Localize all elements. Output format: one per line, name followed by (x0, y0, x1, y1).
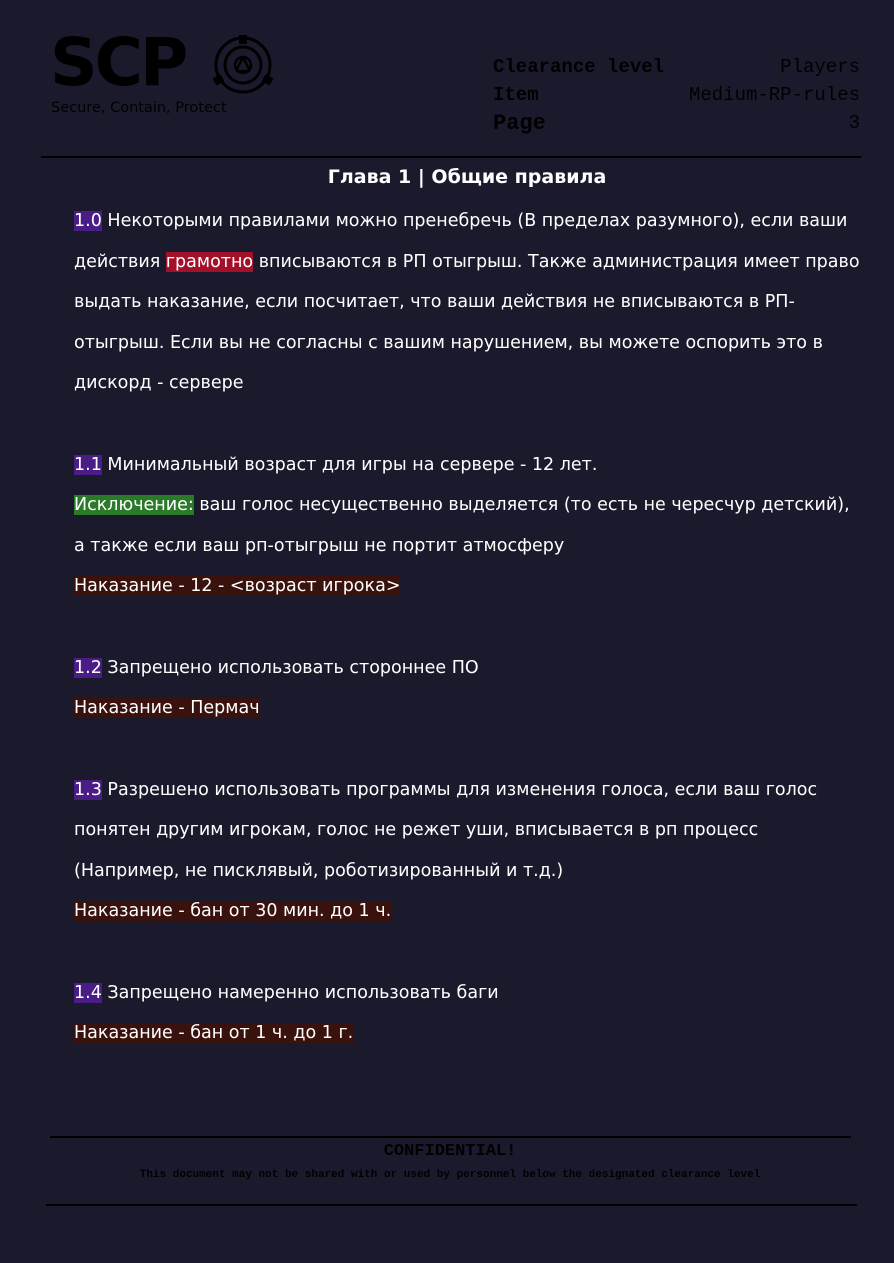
logo-tagline: Secure, Contain, Protect (51, 100, 227, 116)
rule-text: Разрешено использовать программы для изменения голоса, если ваш голос понятен другим игрокам, голос не режет уши, вписывается в рп процесс (Например, не писклявый, роботизированный и т.д.) (74, 779, 818, 881)
rule-text: Запрещено намеренно использовать баги (101, 982, 499, 1003)
footer-divider-top (50, 1136, 851, 1138)
meta-row-page (493, 109, 860, 137)
rule-1-0 (74, 201, 864, 404)
rule-number: 1.0 (74, 211, 102, 231)
scp-logo (50, 24, 260, 125)
penalty-text: Наказание - Пермач (74, 698, 260, 718)
meta-key: Page (493, 110, 546, 136)
rule-1-3 (74, 770, 864, 932)
exception-label: Исключение: (74, 495, 194, 515)
document-meta (493, 53, 860, 137)
penalty-text: Наказание - бан от 30 мин. до 1 ч. (74, 901, 392, 921)
logo-word: SCP (50, 24, 186, 101)
rule-highlight: грамотно (165, 251, 254, 272)
rules-content (74, 201, 864, 1054)
meta-value: Players (780, 56, 860, 78)
rule-text: Минимальный возраст для игры на сервере - 12 лет. (101, 454, 598, 475)
rule-text: Запрещено использовать стороннее ПО (101, 657, 479, 678)
footer-divider-bottom (46, 1204, 857, 1206)
penalty-text: Наказание - 12 - <возраст игрока> (74, 576, 401, 596)
rule-number: 1.3 (74, 779, 102, 800)
chapter-title: Глава 1 | Общие правила (327, 166, 607, 188)
rule-1-1 (74, 445, 864, 607)
rule-number: 1.1 (74, 454, 102, 475)
exception-text: ваш голос несущественно выделяется (то есть не чересчур детский), а также если ваш рп-отыгрыш не портит атмосферу (74, 495, 850, 556)
rule-number: 1.2 (74, 657, 102, 678)
meta-key: Item (493, 84, 539, 106)
rule-text: Некоторыми правилами можно пренебречь (В пределах разумного), если ваши действия (74, 211, 848, 272)
rule-1-2 (74, 648, 864, 729)
rule-text: вписываются в РП отыгрыш. Также администрация имеет право выдать наказание, если посчитает, что ваши действия не вписываются в РП-отыгрыш. Если вы не согласны с вашим нарушением, вы можете оспорить это в дискорд - сервере (74, 251, 860, 393)
confidential-note: This document may not be shared with or used by personnel below the designated clearance level (139, 1169, 761, 1181)
scp-seal-icon (212, 34, 274, 96)
confidential-label: CONFIDENTIAL! (383, 1142, 517, 1161)
meta-row-clearance (493, 53, 860, 81)
penalty-text: Наказание - бан от 1 ч. до 1 г. (74, 1023, 354, 1043)
meta-row-item (493, 81, 860, 109)
meta-value: Medium-RP-rules (688, 84, 860, 106)
meta-value: 3 (848, 112, 860, 134)
header-divider (41, 156, 861, 158)
rule-1-4 (74, 973, 864, 1054)
rule-number: 1.4 (74, 982, 102, 1003)
meta-key: Clearance level (493, 56, 665, 78)
